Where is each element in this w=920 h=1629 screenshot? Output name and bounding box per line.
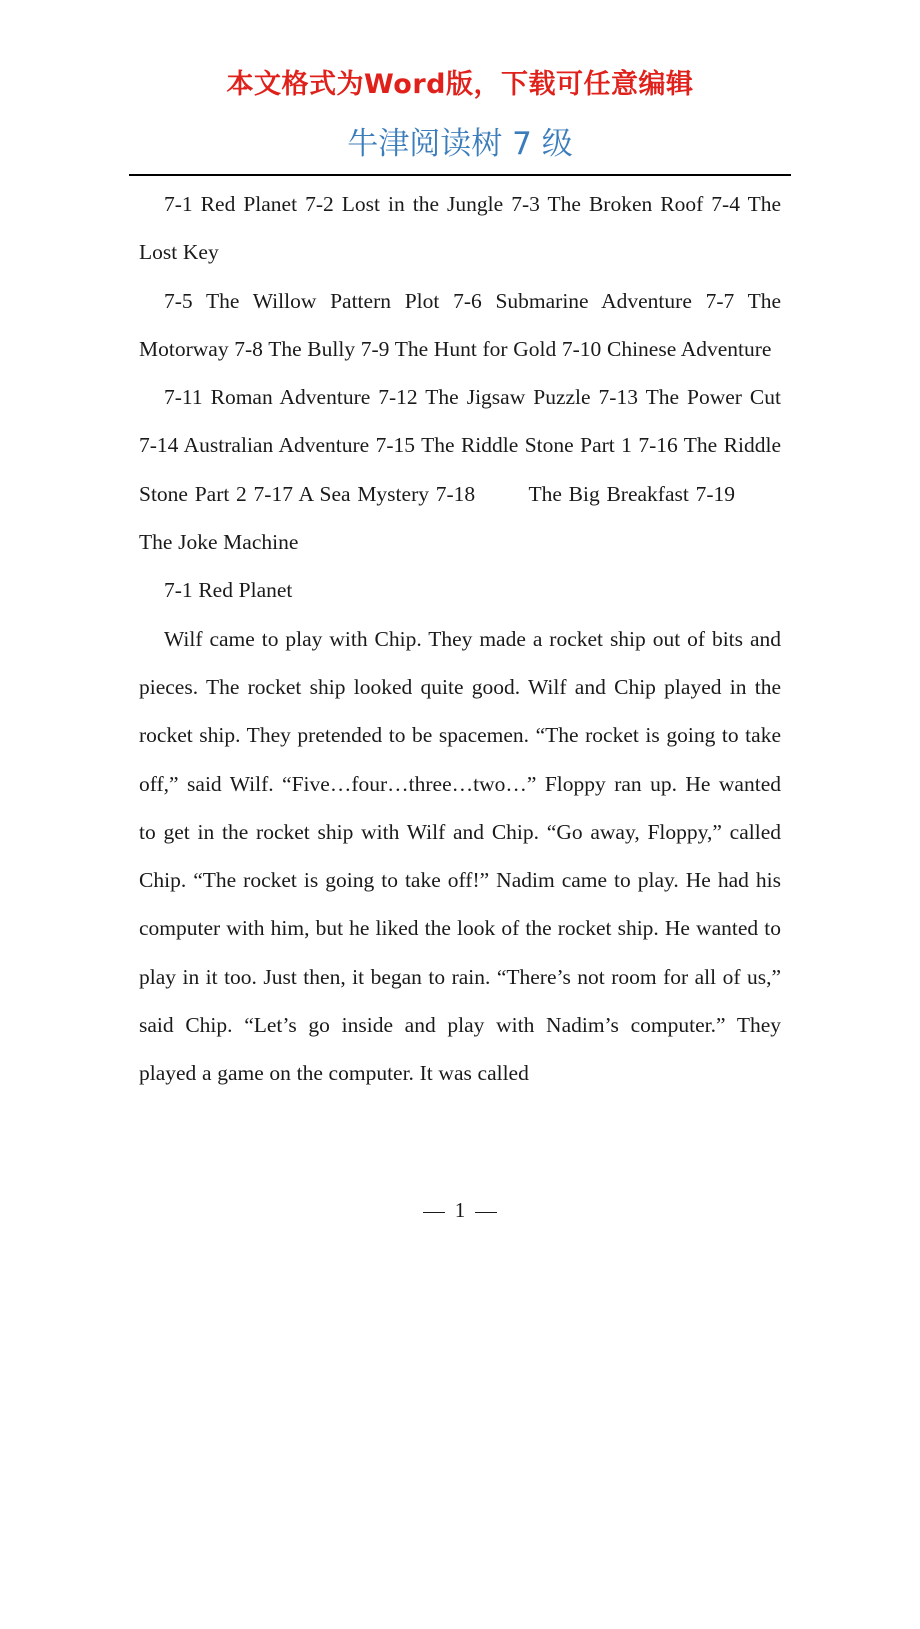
- story-heading: 7-1 Red Planet: [164, 578, 293, 603]
- footer-dash-left: [423, 1212, 445, 1213]
- book-list-paragraph-2: 7-5 The Willow Pattern Plot 7-6 Submarine Adventure 7-7 The Motorway 7-8 The Bully 7-9 The Hunt for Gold 7-10 Chinese Adventure: [139, 288, 781, 361]
- page-footer: [0, 1192, 920, 1228]
- page-number: 1: [454, 1198, 466, 1222]
- story-paragraph: Wilf came to play with Chip. They made a rocket ship out of bits and pieces. The rocket ship looked quite good. Wilf and Chip played in the rocket ship. They pretended to be spacemen. “The rocket is going to take off,” said Wilf. “Five…four…three…two…” Floppy ran up. He wanted to get in the rocket ship with Wilf and Chip. “Go away, Floppy,” called Chip. “The rocket is going to take off!” Nadim came to play. He had his computer with him, but he liked the look of the rocket ship. He wanted to play in it too. Just then, it began to rain. “There’s not room for all of us,” said Chip. “Let’s go inside and play with Nadim’s computer.” They played a game on the computer. It was called: [139, 626, 781, 1086]
- book-list-paragraph-1: 7-1 Red Planet 7-2 Lost in the Jungle 7-3 The Broken Roof 7-4 The Lost Key: [139, 192, 781, 265]
- document-body: [139, 180, 781, 1629]
- header-divider: [129, 174, 791, 176]
- format-notice-banner: 本文格式为Word版，下载可任意编辑: [226, 69, 694, 100]
- book-list-paragraph-3: 7-11 Roman Adventure 7-12 The Jigsaw Puzzle 7-13 The Power Cut 7-14 Australian Adventure 7-15 The Riddle Stone Part 1 7-16 The Riddle Stone Part 2 7-17 A Sea Mystery 7-18 The Big Breakfast 7-19 The Joke Machine: [139, 385, 781, 555]
- document-title: 牛津阅读树 7 级: [347, 126, 573, 162]
- footer-dash-right: [475, 1212, 497, 1213]
- story-text-container: [139, 615, 781, 1629]
